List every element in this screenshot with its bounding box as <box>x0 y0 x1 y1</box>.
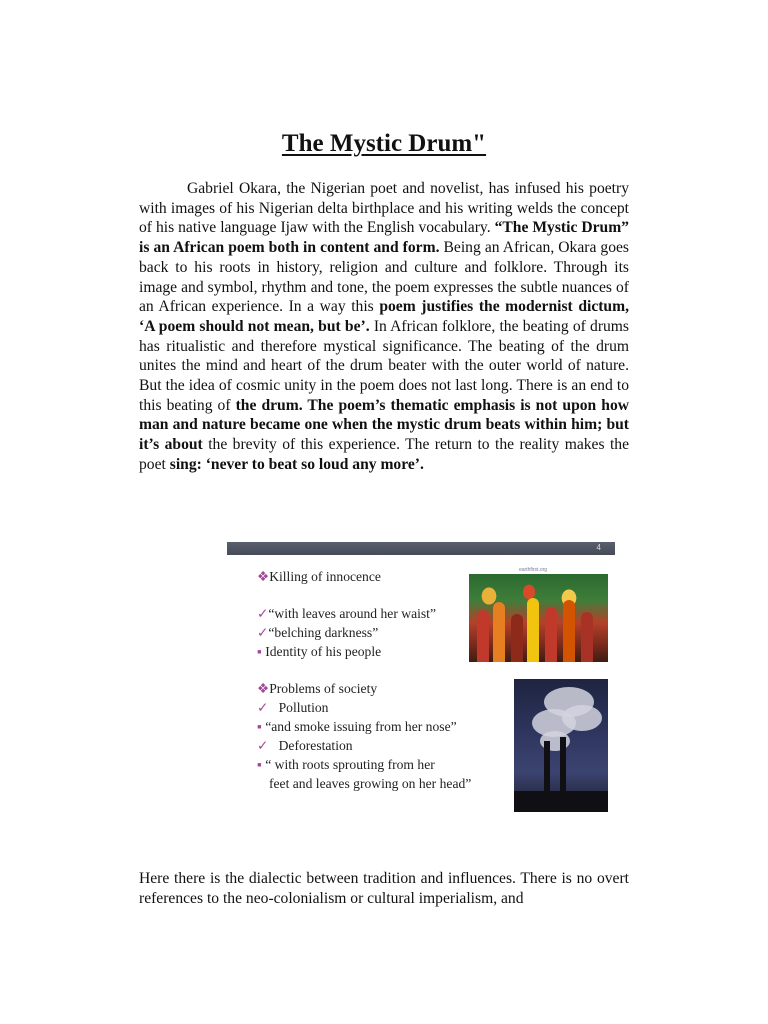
slide-bullet-3: ✓“belching darkness” <box>257 625 379 640</box>
slide-number: 4 <box>596 543 601 552</box>
p1-bold-1: “The Mystic Drum” is an African poem both in content and form. <box>139 219 629 257</box>
slide-header-bar <box>227 542 615 555</box>
slide-credit: earthfirst.org <box>519 567 548 573</box>
page-title: The Mystic Drum" <box>281 130 487 157</box>
slide-bullet-2: ✓“with leaves around her waist” <box>257 606 436 621</box>
slide-bullet-1: ❖Killing of innocence <box>257 569 381 584</box>
factory-smoke-photo <box>514 679 608 812</box>
square-bullet-icon: ▪ <box>257 757 262 772</box>
checkmark-icon: ✓ <box>257 625 269 640</box>
body-paragraph-1 <box>139 179 629 475</box>
p1-sentence-1: Gabriel Okara, the Nigerian poet and novelist, has infused his poetry with images of his Nigerian delta birthplace and his writing welds the concept of his native language Ijaw with the English vocabulary. <box>139 180 629 237</box>
checkmark-icon: ✓ <box>257 700 269 715</box>
square-bullet-icon: ▪ <box>257 719 262 734</box>
slide-bullet-4: ▪ Identity of his people <box>257 644 382 659</box>
slide-bullet-8: ✓ Deforestation <box>257 738 353 753</box>
body-paragraph-2: Here there is the dialectic between tradition and influences. There is no overt references to the neo-colonialism or cultural imperialism, and <box>139 870 629 907</box>
slide-bullet-5: ❖Problems of society <box>257 681 378 696</box>
p1-sentence-3: Being an African, Okara goes back to his roots in history, religion and culture and folklore. Through its image and symbol, rhythm and tone, the poem expresses the subtle nuances of an African experience. In a way this <box>139 239 629 316</box>
p1-bold-3: the drum. The poem’s thematic emphasis is not upon how man and nature became one when the mystic drum beats within him; but it’s about <box>139 396 630 454</box>
slide-bullet-7: ▪ “and smoke issuing from her nose” <box>257 719 457 734</box>
p1-bold-4: sing: ‘never to beat so loud any more’. <box>169 455 424 473</box>
checkmark-icon: ✓ <box>257 606 269 621</box>
diamond-bullet-icon: ❖ <box>257 569 270 584</box>
slide-bullet-6: ✓ Pollution <box>257 700 329 715</box>
slide-bullet-10: feet and leaves growing on her head” <box>269 776 472 791</box>
slide-bullet-9: ▪ “ with roots sprouting from her <box>257 757 435 772</box>
p1-bold-2: poem justifies the modernist dictum, ‘A poem should not mean, but be’. <box>139 298 629 335</box>
checkmark-icon: ✓ <box>257 738 269 753</box>
p1-sentence-7: the brevity of this experience. The return to the reality makes the poet <box>139 436 629 473</box>
dancers-photo <box>469 574 608 662</box>
square-bullet-icon: ▪ <box>257 644 262 659</box>
diamond-bullet-icon: ❖ <box>257 681 270 696</box>
p1-sentence-5: In African folklore, the beating of drums has ritualistic and therefore mystical significance. The beating of the drum unites the mind and heart of the drum beater with the outer world of nature. But the idea of cosmic unity in the poem does not last long. There is an end to this beating of <box>139 317 630 414</box>
embedded-slide <box>227 542 615 818</box>
